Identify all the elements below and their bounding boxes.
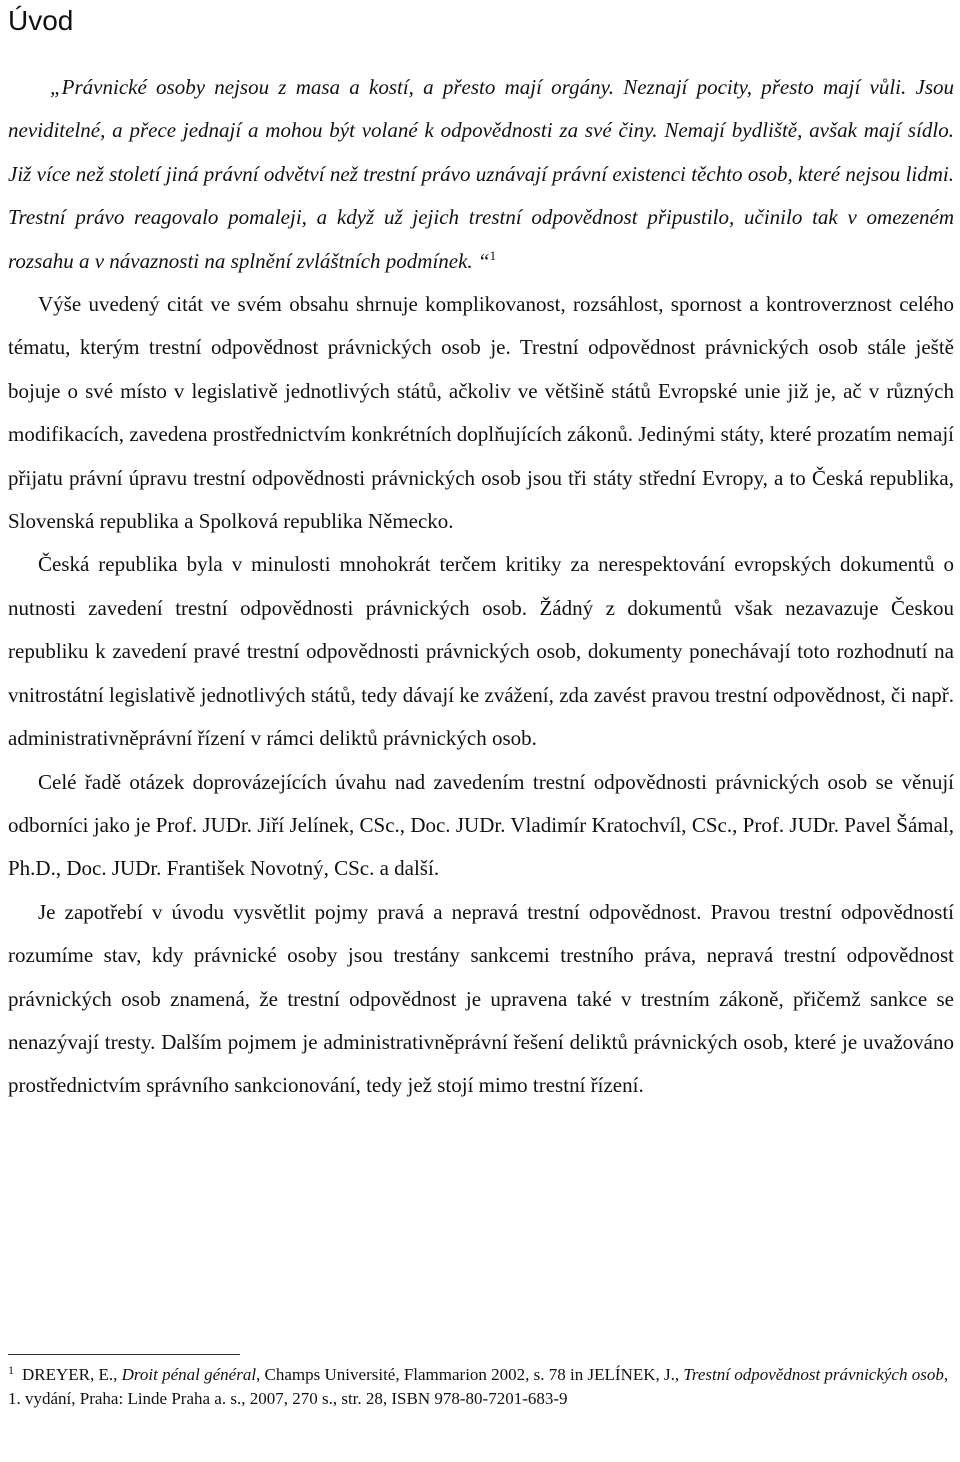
footnote-text-3: , 1. vydání, Praha: Linde Praha a. s., 2007, 270 s., str. 28, ISBN 978-80-7201-683-9 [8, 1365, 949, 1408]
document-page [8, 0, 954, 1108]
footnote-mark: 1 [8, 1363, 14, 1377]
paragraph-experts: Celé řadě otázek doprovázejících úvahu nad zavedením trestní odpovědnosti právnických osob se věnují odborníci jako je Prof. JUDr. Jiří Jelínek, CSc., Doc. JUDr. Vladimír Kratochvíl, CSc., Prof. JUDr. Pavel Šámal, Ph.D., Doc. JUDr. František Novotný, CSc. a další. [8, 769, 954, 881]
page-title: Úvod [8, 5, 74, 36]
footnote-divider [8, 1354, 240, 1355]
paragraph-quote-summary: Výše uvedený citát ve svém obsahu shrnuje komplikovanost, rozsáhlost, spornost a kontroverznost celého tématu, kterým trestní odpovědnost právnických osob je. Trestní odpovědnost právnických osob stále ještě bojuje o své místo v legislativě jednotlivých států, ačkoliv ve většině států Evropské unie již je, ač v různých modifikacích, zavedena prostřednictvím konkrétních doplňujících zákonů. Jedinými státy, které prozatím nemají přijatu právní úpravu trestní odpovědnosti právnických osob jsou tři státy střední Evropy, a to Česká republika, Slovenská republika a Spolková republika Německo. [8, 292, 954, 534]
paragraph-definitions: Je zapotřebí v úvodu vysvětlit pojmy pravá a nepravá trestní odpovědnost. Pravou trestní odpovědností rozumíme stav, kdy právnické osoby jsou trestány sankcemi trestního práva, nepravá trestní odpovědnost právnických osob znamená, že trestní odpovědnost je upravena také v trestním zákoně, přičemž sankce se nenazývají tresty. Dalším pojmem je administrativněprávní řešení deliktů právnických osob, které je uvažováno prostřednictvím správního sankcionování, tedy jež stojí mimo trestní řízení. [8, 899, 954, 1098]
footnote-title-2: Trestní odpovědnost právnických osob [683, 1365, 944, 1384]
footnote-title-1: Droit pénal général [121, 1365, 257, 1384]
footnote-reference[interactable]: 1 [489, 247, 497, 263]
paragraph-czech-criticism: Česká republika byla v minulosti mnohokrát terčem kritiky za nerespektování evropských dokumentů o nutnosti zavedení trestní odpovědnosti právnických osob. Žádný z dokumentů však nezavazuje Českou republiku k zavedení pravé trestní odpovědnosti právnických osob, dokumenty ponechávají toto rozhodnutí na vnitrostátní legislativě jednotlivých států, tedy dávají ke zvážení, zda zavést pravou trestní odpovědnost, či např. administrativněprávní řízení v rámci deliktů právnických osob. [8, 552, 954, 751]
footnote-text-2: , Champs Université, Flammarion 2002, s. 78 in JELÍNEK, J., [256, 1365, 684, 1384]
footnote-1 [8, 1363, 954, 1411]
intro-quote [8, 66, 954, 283]
footnote-text-1: DREYER, E., [22, 1365, 122, 1384]
intro-quote-text: „Právnické osoby nejsou z masa a kostí, a přesto mají orgány. Neznají pocity, přesto mají vůli. Jsou neviditelné, a přece jednají a mohou být volané k odpovědnosti za své činy. Nemají bydliště, avšak mají sídlo. Již více než století jiná právní odvětví než trestní právo uznávají právní existenci těchto osob, které nejsou lidmi. Trestní právo reagovalo pomaleji, a když už jejich trestní odpovědnost připustilo, učinilo tak v omezeném rozsahu a v návaznosti na splnění zvláštních podmínek. “ [8, 75, 954, 273]
footnotes [8, 1354, 954, 1411]
